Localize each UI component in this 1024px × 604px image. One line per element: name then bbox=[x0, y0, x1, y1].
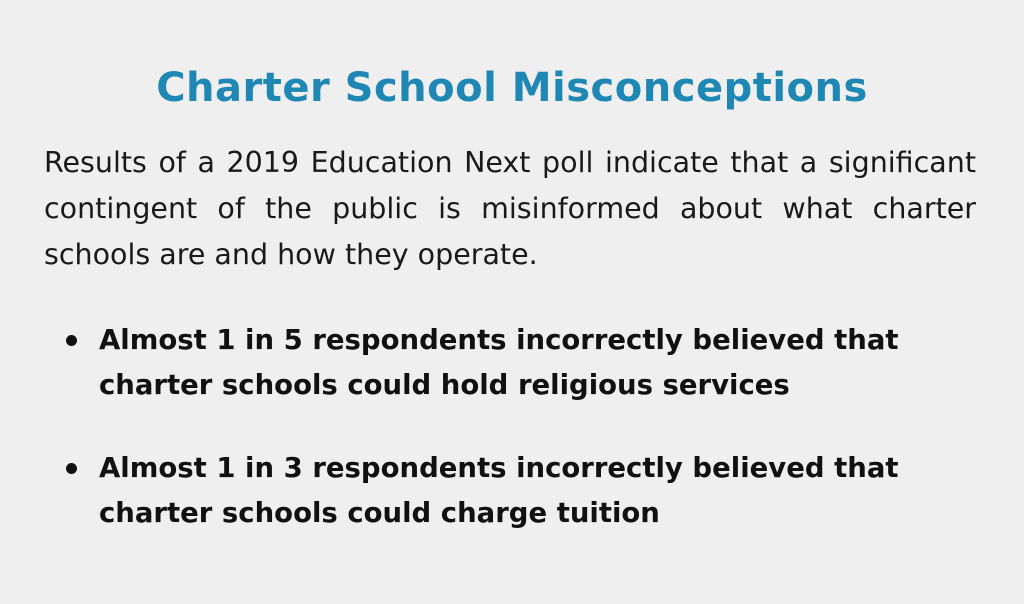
page-title: Charter School Misconceptions bbox=[156, 65, 868, 111]
bullet-point-icon bbox=[66, 335, 77, 346]
list-item bbox=[66, 318, 986, 408]
list-item-text: Almost 1 in 3 respondents incorrectly believed that charter schools could charge tuition bbox=[99, 452, 899, 529]
list-item-text: Almost 1 in 5 respondents incorrectly believed that charter schools could hold religious services bbox=[99, 324, 899, 401]
bullet-point-icon bbox=[66, 463, 77, 474]
misconception-list bbox=[66, 318, 986, 574]
list-item bbox=[66, 446, 986, 536]
intro-paragraph: Results of a 2019 Education Next poll indicate that a significant contingent of the public is misinformed about what charter schools are and how they operate. bbox=[44, 146, 976, 271]
